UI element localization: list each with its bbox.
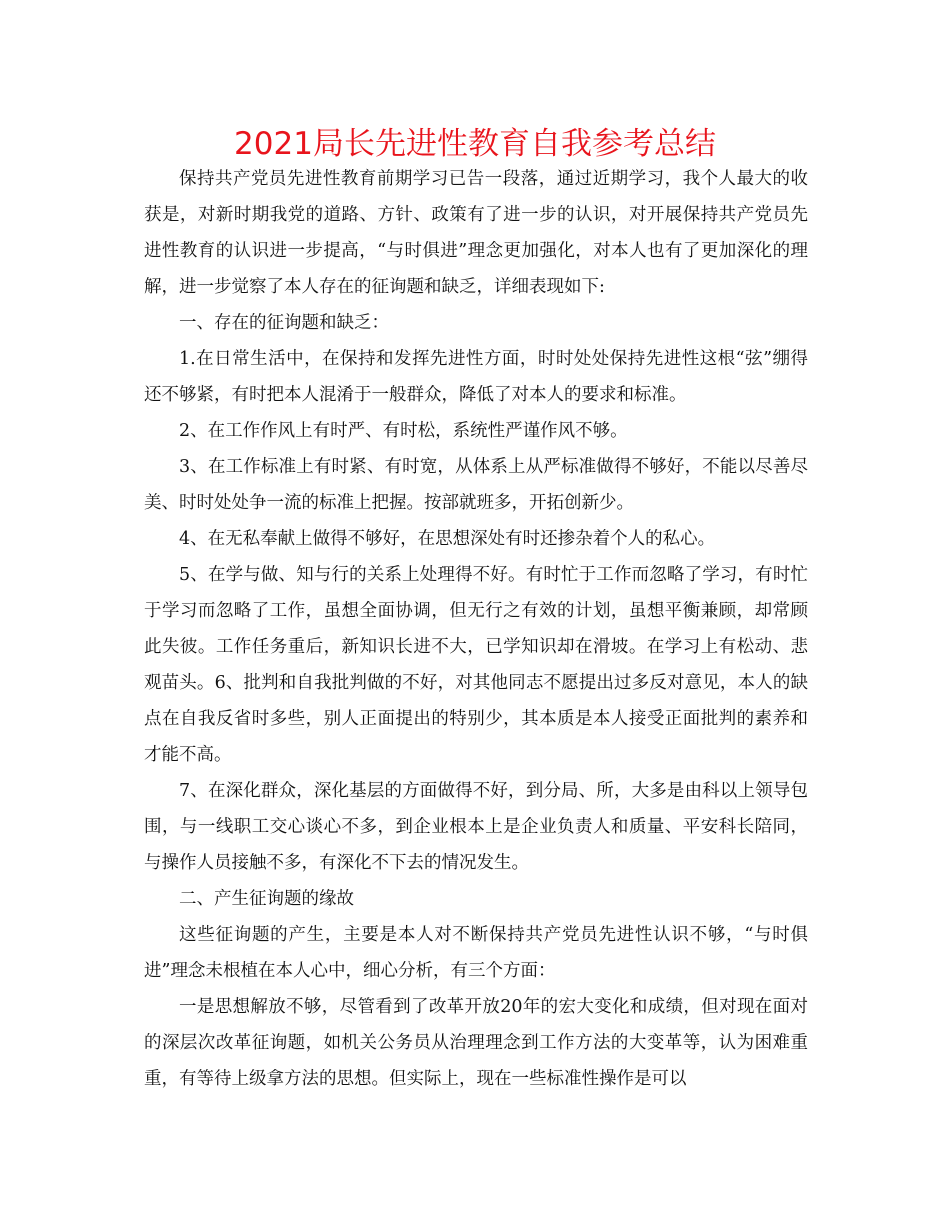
- paragraph-item-2: 2、在工作作风上有时严、有时松，系统性严谨作风不够。: [179, 421, 628, 441]
- section-heading-causes: 二、产生征询题的缘故: [179, 889, 354, 909]
- section-heading-problems: 一、存在的征询题和缺乏：: [179, 313, 389, 333]
- paragraph-item-1: 1.在日常生活中，在保持和发挥先进性方面，时时处处保持先进性这根“弦”绷得还不够紧，有时把本人混淆于一般群众，降低了对本人的要求和标准。: [144, 349, 808, 405]
- paragraph-cause-1: 一是思想解放不够，尽管看到了改革开放20年的宏大变化和成绩，但对现在面对的深层次改革征询题，如机关公务员从治理理念到工作方法的大变革等，认为困难重重，有等待上级拿方法的思想。但实际上，现在一些标准性操作是可以: [144, 997, 808, 1089]
- paragraph-intro: 保持共产党员先进性教育前期学习已告一段落，通过近期学习，我个人最大的收获是，对新时期我党的道路、方针、政策有了进一步的认识，对开展保持共产党员先进性教育的认识进一步提高，“与时俱进”理念更加强化，对本人也有了更加深化的理解，进一步觉察了本人存在的征询题和缺乏，详细表现如下:: [144, 169, 808, 297]
- paragraph-item-4: 4、在无私奉献上做得不够好，在思想深处有时还掺杂着个人的私心。: [179, 529, 716, 549]
- paragraph-item-7: 7、在深化群众，深化基层的方面做得不好，到分局、所，大多是由科以上领导包围，与一线职工交心谈心不多，到企业根本上是企业负责人和质量、平安科长陪同，与操作人员接触不多，有深化不下去的情况发生。: [144, 781, 808, 873]
- paragraph-item-5-6: 5、在学与做、知与行的关系上处理得不好。有时忙于工作而忽略了学习，有时忙于学习而忽略了工作，虽想全面协调，但无行之有效的计划，虽想平衡兼顾，却常顾此失彼。工作任务重后，新知识长进不大，已学知识却在滑坡。在学习上有松动、悲观苗头。6、批判和自我批判做的不好，对其他同志不愿提出过多反对意见，本人的缺点在自我反省时多些，别人正面提出的特别少，其本质是本人接受正面批判的素养和才能不高。: [144, 565, 808, 765]
- paragraph-causes-intro: 这些征询题的产生，主要是本人对不断保持共产党员先进性认识不够，“与时俱进”理念未根植在本人心中，细心分析，有三个方面：: [144, 925, 808, 981]
- paragraph-item-3: 3、在工作标准上有时紧、有时宽，从体系上从严标准做得不够好，不能以尽善尽美、时时处处争一流的标准上把握。按部就班多，开拓创新少。: [144, 457, 808, 513]
- document-title: 2021局长先进性教育自我参考总结: [234, 126, 716, 162]
- document-body: [144, 161, 808, 1097]
